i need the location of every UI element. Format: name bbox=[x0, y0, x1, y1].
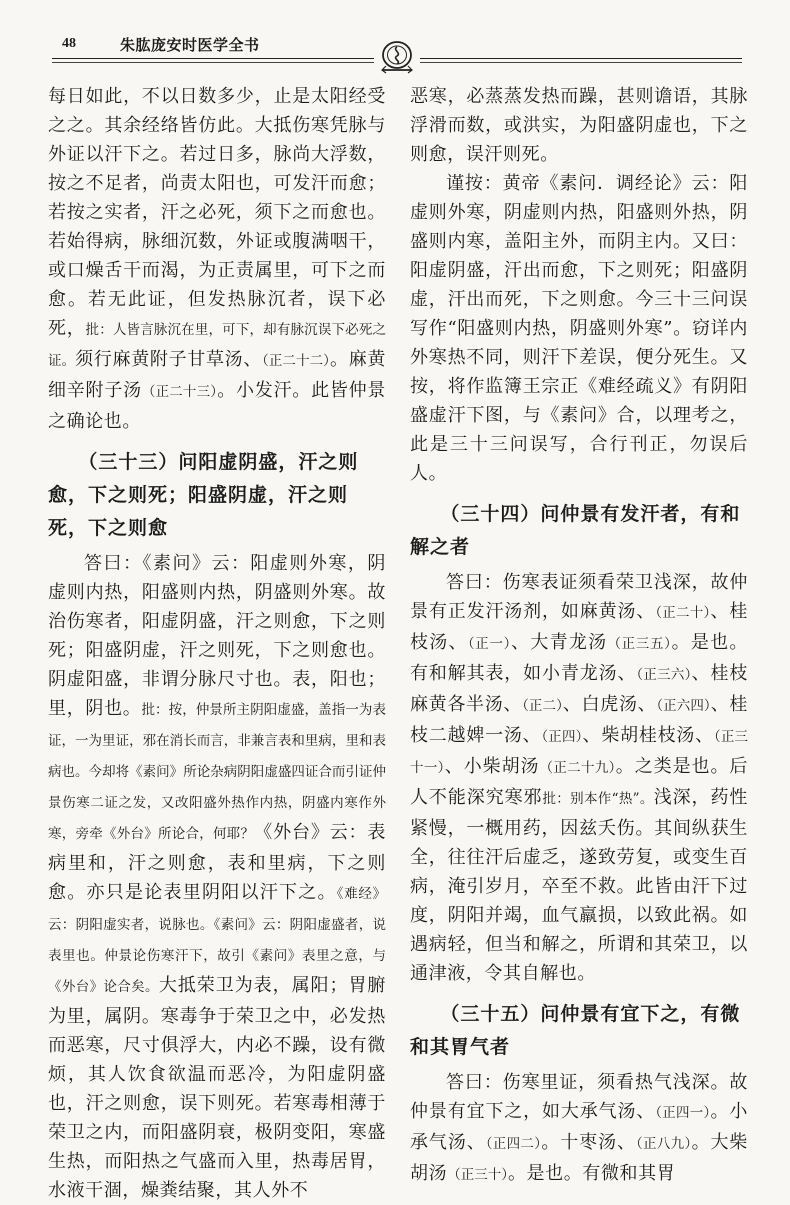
paragraph: 恶寒，必蒸蒸发热而躁，甚则谵语，其脉浮滑而数，或洪实，为阳盛阴虚也，下之则愈，误汗则死。 bbox=[410, 86, 748, 165]
page-number: 48 bbox=[62, 36, 76, 51]
book-emblem-icon bbox=[378, 40, 416, 74]
page-header bbox=[0, 0, 790, 80]
book-title: 朱肱庞安时医学全书 bbox=[120, 36, 260, 54]
header-rule-right-thin bbox=[420, 62, 742, 63]
header-rule-left bbox=[52, 58, 374, 59]
section-heading-33: （三十三）问阳虚阴盛，汗之则愈，下之则死；阳盛阴虚，汗之则死，下之则愈 bbox=[48, 451, 359, 539]
left-column bbox=[48, 82, 386, 1205]
right-column bbox=[410, 82, 748, 1190]
header-rule-right bbox=[420, 58, 742, 59]
section-heading-35: （三十五）问仲景有宜下之，有微和其胃气者 bbox=[410, 1003, 741, 1058]
section-heading-34: （三十四）问仲景有发汗者，有和解之者 bbox=[410, 503, 741, 558]
paragraph: 答曰：伤寒里证，须看热气浅深。故仲景有宜下之，如大承气汤、（正四一）。小承气汤、（正四二）。十枣汤、（正八九）。大柴胡汤（正三十）。是也。有微和其胃 bbox=[410, 1072, 749, 1184]
paragraph: 谨按：黄帝《素问．调经论》云：阳虚则外寒，阴虚则内热，阳盛则外热，阴盛则内寒，盖阳主外，而阴主内。又曰：阳虚阴盛，汗出而愈，下之则死；阳盛阴虚，汗出而死，下之则愈。今三十三问误写作“阳盛则内热，阴盛则外寒”。窃详内外寒热不同，则汗下差误，便分死生。又按，将作监簿王宗正《难经疏义》有阴阳盛虚汗下图，与《素问》合，以理考之，此是三十三问误写，合行刊正，勿误后人。 bbox=[410, 173, 748, 484]
paragraph: 答曰：伤寒表证须看荣卫浅深，故仲景有正发汗汤剂，如麻黄汤、（正二十）、桂枝汤、（正一）、大青龙汤（正三五）。是也。有和解其表，如小青龙汤、（正三六）、桂枝麻黄各半汤、（正二）、白虎汤、（正六四）、桂枝二越婢一汤、（正四）、柴胡桂枝汤、（正三十一）、小柴胡汤（正二十九）。之类是也。后人不能深究寒邪批：别本作“热”。浅深，药性紧慢，一概用药，因兹夭伤。其间纵获生全，往往汗后虚乏，遂致劳复，或变生百病，淹引岁月，卒至不救。此皆由汗下过度，阴阳并竭，血气羸损，以致此祸。如遇病轻，但当和解之，所谓和其荣卫，以通津液，令其自解也。 bbox=[410, 572, 749, 984]
header-rule-left-thin bbox=[52, 62, 374, 63]
paragraph: 答曰：《素问》云：阳虚则外寒，阴虚则内热，阳盛则内热，阴盛则外寒。故治伤寒者，阳虚阴盛，汗之则愈，下之则死；阳盛阴虚，汗之则死，下之则愈也。阴虚阳盛，非谓分脉尺寸也。表，阳也；里，阴也。批：按，仲景所主阴阳虚盛，盖指一为表证，一为里证，邪在消长而言，非兼言表和里病，里和表病也。今却将《素问》所论杂病阴阳虚盛四证合而引证仲景伤寒二证之发，又改阳盛外热作内热，阴盛内寒作外寒，旁牵《外台》所论合，何耶？《外台》云：表病里和，汗之则愈，表和里病，下之则愈。亦只是论表里阴阳以汗下之。《难经》云：阴阳虚实者，说脉也。《素问》云：阴阳虚盛者，说表里也。仲景论伤寒汗下，故引《素问》表里之意，与《外台》论合矣。大抵荣卫为表，属阳；胃腑为里，属阴。寒毒争于荣卫之中，必发热而恶寒，尺寸俱浮大，内必不躁，设有微烦，其人饮食欲温而恶冷，为阳虚阴盛也，汗之则愈，误下则死。若寒毒相薄于荣卫之内，而阳盛阴衰，极阴变阳，寒盛生热，而阳热之气盛而入里，热毒居胃，水液干涸，燥粪结聚，其人外不 bbox=[48, 553, 387, 1201]
paragraph: 每日如此，不以日数多少，止是太阳经受之之。其余经络皆仿此。大抵伤寒凭脉与外证以汗下之。若过日多，脉尚大浮数，按之不足者，尚责太阳也，可发汗而愈；若按之实者，汗之必死，须下之而愈也。若始得病，脉细沉数，外证或腹满咽干，或口燥舌干而渴，为正责属里，可下之而愈。若无此证，但发热脉沉者，误下必死，批：人皆言脉沉在里，可下，却有脉沉误下必死之证。须行麻黄附子甘草汤、（正二十二）。麻黄细辛附子汤（正二十三）。小发汗。此皆仲景之确论也。 bbox=[48, 86, 387, 432]
